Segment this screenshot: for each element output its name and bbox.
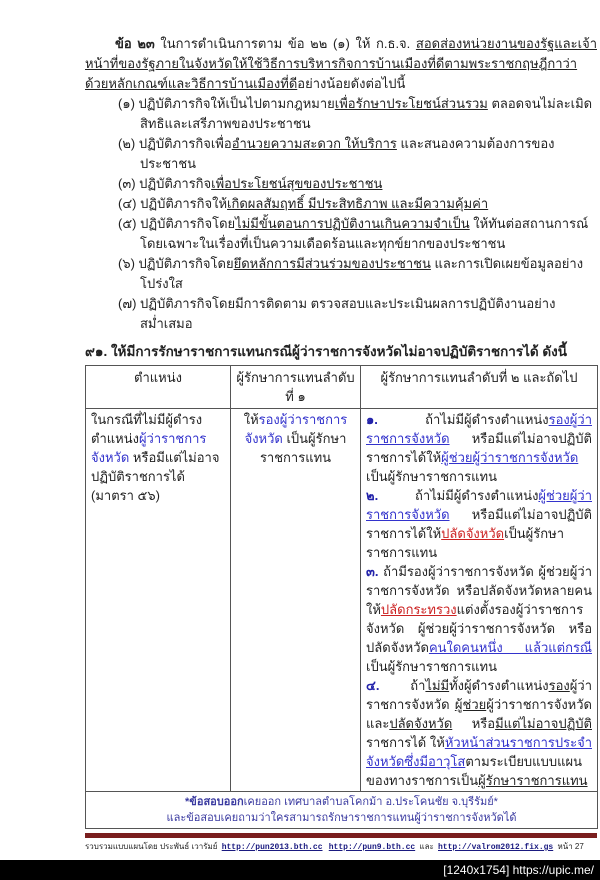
article-item (118, 254, 597, 294)
emphasized-text: ปลัดจังหวัด (441, 526, 505, 541)
table-row (86, 409, 598, 792)
note-line (88, 794, 595, 810)
text-segment: ราชการได้ ให้ (366, 735, 445, 750)
text-segment: ๔. (366, 678, 380, 693)
table-note-row (86, 792, 598, 829)
text-segment: (๗) ปฏิบัติภารกิจโดยมีการติดตาม ตรวจสอบและประเมินผลการปฏิบัติงานอย่างสม่ำเสมอ (118, 296, 556, 331)
emphasized-text: เพื่อรักษาประโยชน์ส่วนรวม (334, 96, 488, 111)
footer-author: รวบรวมแบบแผนโดย ประพันธ์ เวารัมย์ (85, 842, 218, 851)
text-segment: ทั้งผู้ดำรงตำแหน่ง (449, 678, 549, 693)
section-heading: ๙๑. ให้มีการรักษาราชการแทนกรณีผู้ว่าราชการจังหวัดไม่อาจปฏิบัติราชการได้ ดังนี้ (85, 344, 568, 359)
text-segment: ในกรณีที่ไม่มีผู้ดำรงตำแหน่ง (91, 412, 203, 446)
emphasized-text: ผู้รักษาราชการแทน (478, 773, 588, 788)
emphasized-text: มีแต่ไม่อาจปฏิบัติ (495, 716, 592, 731)
text-segment: ข้อ ๒๓ (115, 36, 155, 51)
emphasized-text: ปลัดกระทรวง (380, 602, 457, 617)
header-position: ตำแหน่ง (86, 366, 231, 409)
text-segment: และข้อสอบเคยถามว่าใครสามารถรักษาราชการแทนผู้ว่าราชการจังหวัดได้ (166, 812, 517, 824)
text-segment: และการเปิดเผยข้อมูลอย่างโปร่งใส (140, 256, 584, 291)
emphasized-text: รองผู้ว่าราชการจังหวัด (366, 412, 592, 446)
header-second-acting: ผู้รักษาการแทนลำดับที่ ๒ และถัดไป (361, 366, 598, 409)
text-segment: และสนองความต้องการของประชาชน (140, 136, 555, 171)
image-watermark: [1240x1754] https://upic.me/ (0, 860, 600, 880)
text-segment: (๑) ปฏิบัติภารกิจให้เป็นไปตามกฎหมาย (118, 96, 335, 111)
text-segment: ให้ (243, 412, 259, 427)
text-segment: แต่งตั้งรองผู้ว่าราชการจังหวัด ผู้ช่วยผู้ว่าราชการจังหวัด หรือปลัดจังหวัด (366, 602, 592, 655)
text-segment: ผู้ว่าราชการจังหวัด และ (366, 697, 592, 731)
emphasized-text: ไม่มีขั้นตอนการปฏิบัติงานเกินความจำเป็น (235, 216, 470, 231)
cell-position (86, 409, 231, 792)
page-number: หน้า 27 (557, 842, 584, 851)
text-segment: ถ้าไม่มีผู้ดำรงตำแหน่ง (378, 488, 539, 503)
text-segment: ในการดำเนินการตาม ข้อ ๒๒ (๑) ให้ ก.ธ.จ. (154, 36, 416, 51)
acting-governor-table (85, 365, 598, 829)
page-footer (85, 841, 597, 854)
text-segment: (มาตรา ๕๖) (91, 488, 160, 503)
note-line (88, 810, 595, 826)
text-segment: เป็นผู้รักษาราชการแทน (366, 469, 498, 484)
text-segment: เคยออก เทศบาลตำบลโคกม้า อ.ประโคนชัย จ.บุรีรัมย์* (243, 796, 498, 808)
footer-link-3[interactable]: http://valrom2012.fix.gs (438, 843, 554, 852)
footer-divider (85, 833, 597, 838)
text-segment: เป็นผู้รักษาราชการแทน (259, 431, 347, 465)
text-segment: (๒) ปฏิบัติภารกิจเพื่อ (118, 136, 232, 151)
emphasized-text: ผู้ช่วยผู้ว่าราชการจังหวัด (441, 450, 579, 465)
emphasized-text: อำนวยความสะดวก ให้บริการ (231, 136, 397, 151)
emphasized-text: ปลัดจังหวัด (389, 716, 453, 731)
text-segment: ถ้าไม่มีผู้ดำรงตำแหน่ง (377, 412, 549, 427)
text-segment: หรือมีแต่ไม่อาจปฏิบัติราชการได้ (91, 450, 220, 484)
text-segment: ตามระเบียบแบบแผนของทางราชการเป็น (366, 754, 582, 788)
text-segment: ผู้ว่าราชการจังหวัด (366, 678, 592, 712)
emphasized-text: คนใดคนหนึ่ง แล้วแต่กรณี (428, 640, 592, 655)
text-segment: ผู้ว่าราชการจังหวัด (91, 431, 207, 465)
emphasized-text: ผู้ช่วยผู้ว่าราชการจังหวัด (366, 488, 592, 522)
emphasized-text: ยึดหลักการมีส่วนร่วมของประชาชน (233, 256, 431, 271)
article-item (118, 134, 597, 174)
article-item (118, 94, 597, 134)
footer-link-1[interactable]: http://pun2013.bth.cc (221, 843, 323, 852)
header-first-acting: ผู้รักษาการแทนลำดับที่ ๑ (231, 366, 361, 409)
text-segment: (๖) ปฏิบัติภารกิจโดย (118, 256, 234, 271)
emphasized-text: ผู้ช่วย (454, 697, 487, 712)
text-segment: อย่างน้อยดังต่อไปนี้ (297, 76, 406, 91)
article-item (118, 174, 597, 194)
text-segment: ถ้ามีรองผู้ว่าราชการจังหวัด ผู้ช่วยผู้ว่าราชการจังหวัด หรือปลัดจังหวัดหลายคน ให้ (366, 564, 592, 617)
footer-and: และ (419, 842, 434, 851)
article-23 (85, 34, 597, 94)
text-segment: ๓. (366, 564, 379, 579)
text-segment: เป็นผู้รักษาราชการแทน (366, 659, 498, 674)
article-item (118, 214, 597, 254)
emphasized-text: เพื่อประโยชน์สุขของประชาชน (211, 176, 383, 191)
footer-link-2[interactable]: http://pun9.bth.cc (328, 843, 416, 852)
emphasized-text: รอง (548, 678, 570, 693)
text-segment: ถ้า (379, 678, 426, 693)
emphasized-text: สอดส่องหน่วยงานของรัฐและเจ้าหน้าที่ของรัฐภายในจังหวัดให้ใช้วิธีการบริหารกิจการบ้านเมืองที่ดีตามพระราชกฤษฎีกาว่าด้วยหลักเกณฑ์และวิธีการบ้านเมืองที่ดี (85, 36, 597, 91)
text-segment: รองผู้ว่าราชการจังหวัด (244, 412, 348, 446)
exam-note (86, 792, 598, 829)
text-segment: ให้ทันต่อสถานการณ์โดยเฉพาะในเรื่องที่เป็นความเดือดร้อนและทุกข์ยากของประชาชน (140, 216, 589, 251)
text-segment: ๑. (366, 412, 378, 427)
emphasized-text: หัวหน้าส่วนราชการประจำจังหวัดซึ่งมีอาวุโส (366, 735, 592, 769)
text-segment: (๓) ปฏิบัติภารกิจ (118, 176, 212, 191)
emphasized-text: เกิดผลสัมฤทธิ์ มีประสิทธิภาพ และมีความคุ้มค่า (227, 196, 489, 211)
article-item (118, 294, 597, 334)
text-segment: (๕) ปฏิบัติภารกิจโดย (118, 216, 236, 231)
text-segment: เป็นผู้รักษาราชการแทน (366, 526, 565, 560)
table-header-row (86, 366, 598, 409)
text-segment: หรือ (452, 716, 496, 731)
text-segment: ตลอดจนไม่ละเมิดสิทธิและเสรีภาพของประชาชน (140, 96, 593, 131)
article-item (118, 194, 597, 214)
emphasized-text: ไม่มี (425, 678, 450, 693)
text-segment: หรือมีแต่ไม่อาจปฏิบัติราชการได้ให้ (366, 431, 592, 465)
text-segment: *ข้อสอบออก (185, 796, 244, 808)
article-items (118, 94, 597, 334)
cell-first-acting (231, 409, 361, 792)
text-segment: หรือมีแต่ไม่อาจปฏิบัติราชการได้ให้ (366, 507, 592, 541)
text-segment: (๔) ปฏิบัติภารกิจให้ (118, 196, 228, 211)
cell-second-acting (361, 409, 598, 792)
text-segment: ๒. (366, 488, 379, 503)
